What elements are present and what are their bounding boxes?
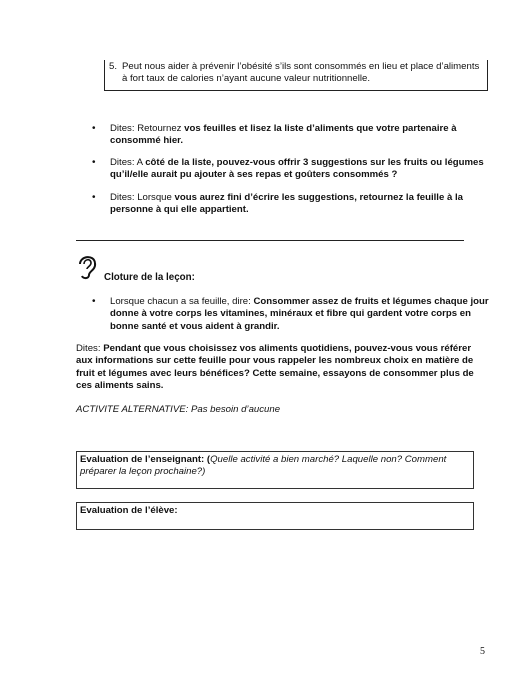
dites-plain: Dites: bbox=[76, 343, 104, 354]
list-number: 5. bbox=[109, 61, 118, 72]
bullet-marker: • bbox=[92, 123, 96, 134]
closing-plain: Lorsque chacun a sa feuille, dire: bbox=[110, 296, 254, 307]
instruction-bold: vos feuilles et lisez la liste d’aliments que votre partenaire à consommé hier. bbox=[110, 123, 457, 147]
open-paren: ( bbox=[206, 454, 211, 465]
ear-icon bbox=[76, 252, 98, 280]
dites-bold: Pendant que vous choisissez vos aliments quotidiens, pouvez-vous vous référer aux informations sur cette feuille pour vous rappeler les nombreux choix en matière de fruit et légumes avec leurs bénéfices? Cette semaine, essayons de consommer plus de ces aliments sains. bbox=[76, 343, 474, 392]
top-box bbox=[104, 60, 488, 91]
teacher-evaluation-question: Quelle activité a bien marché? Laquelle non? Comment préparer la leçon prochaine?) bbox=[80, 454, 447, 478]
closing-bold: Consommer assez de fruits et légumes chaque jour donne à votre corps les vitamines, minéraux et fibre qui gardent votre corps en bonne santé et vous aident à grandir. bbox=[110, 296, 489, 332]
closing-dites bbox=[76, 343, 488, 393]
student-evaluation-box bbox=[76, 502, 474, 530]
instruction-item bbox=[110, 192, 490, 217]
bullet-marker: • bbox=[92, 157, 96, 168]
closing-instruction bbox=[110, 296, 490, 333]
instruction-plain: Dites: Lorsque bbox=[110, 192, 175, 203]
instruction-plain: Dites: Retournez bbox=[110, 123, 185, 134]
instruction-item bbox=[110, 157, 490, 182]
bullet-marker: • bbox=[92, 296, 96, 307]
instruction-item bbox=[110, 123, 490, 148]
page-number: 5 bbox=[480, 646, 485, 657]
instruction-plain: Dites: A bbox=[110, 157, 146, 168]
instruction-bold: côté de la liste, pouvez-vous offrir 3 suggestions sur les fruits ou légumes qu’il/elle aurait pu ajouter à ses repas et goûters consommés ? bbox=[110, 157, 484, 181]
closing-heading: Cloture de la leçon: bbox=[104, 272, 195, 283]
section-divider bbox=[76, 240, 464, 241]
teacher-evaluation-box bbox=[76, 451, 474, 489]
alternative-activity: ACTIVITE ALTERNATIVE: Pas besoin d’aucune bbox=[76, 404, 281, 415]
student-evaluation-label: Evaluation de l’élève: bbox=[80, 505, 178, 516]
bullet-marker: • bbox=[92, 192, 96, 203]
instruction-bold: vous aurez fini d’écrire les suggestions, retournez la feuille à la personne à qui elle appartient. bbox=[110, 192, 463, 216]
teacher-evaluation-label: Evaluation de l’enseignant: bbox=[80, 454, 207, 465]
list-item-text: Peut nous aider à prévenir l’obésité s’ils sont consommés en lieu et place d’aliments à fort taux de calories n’ayant aucune valeur nutritionnelle. bbox=[122, 61, 480, 85]
